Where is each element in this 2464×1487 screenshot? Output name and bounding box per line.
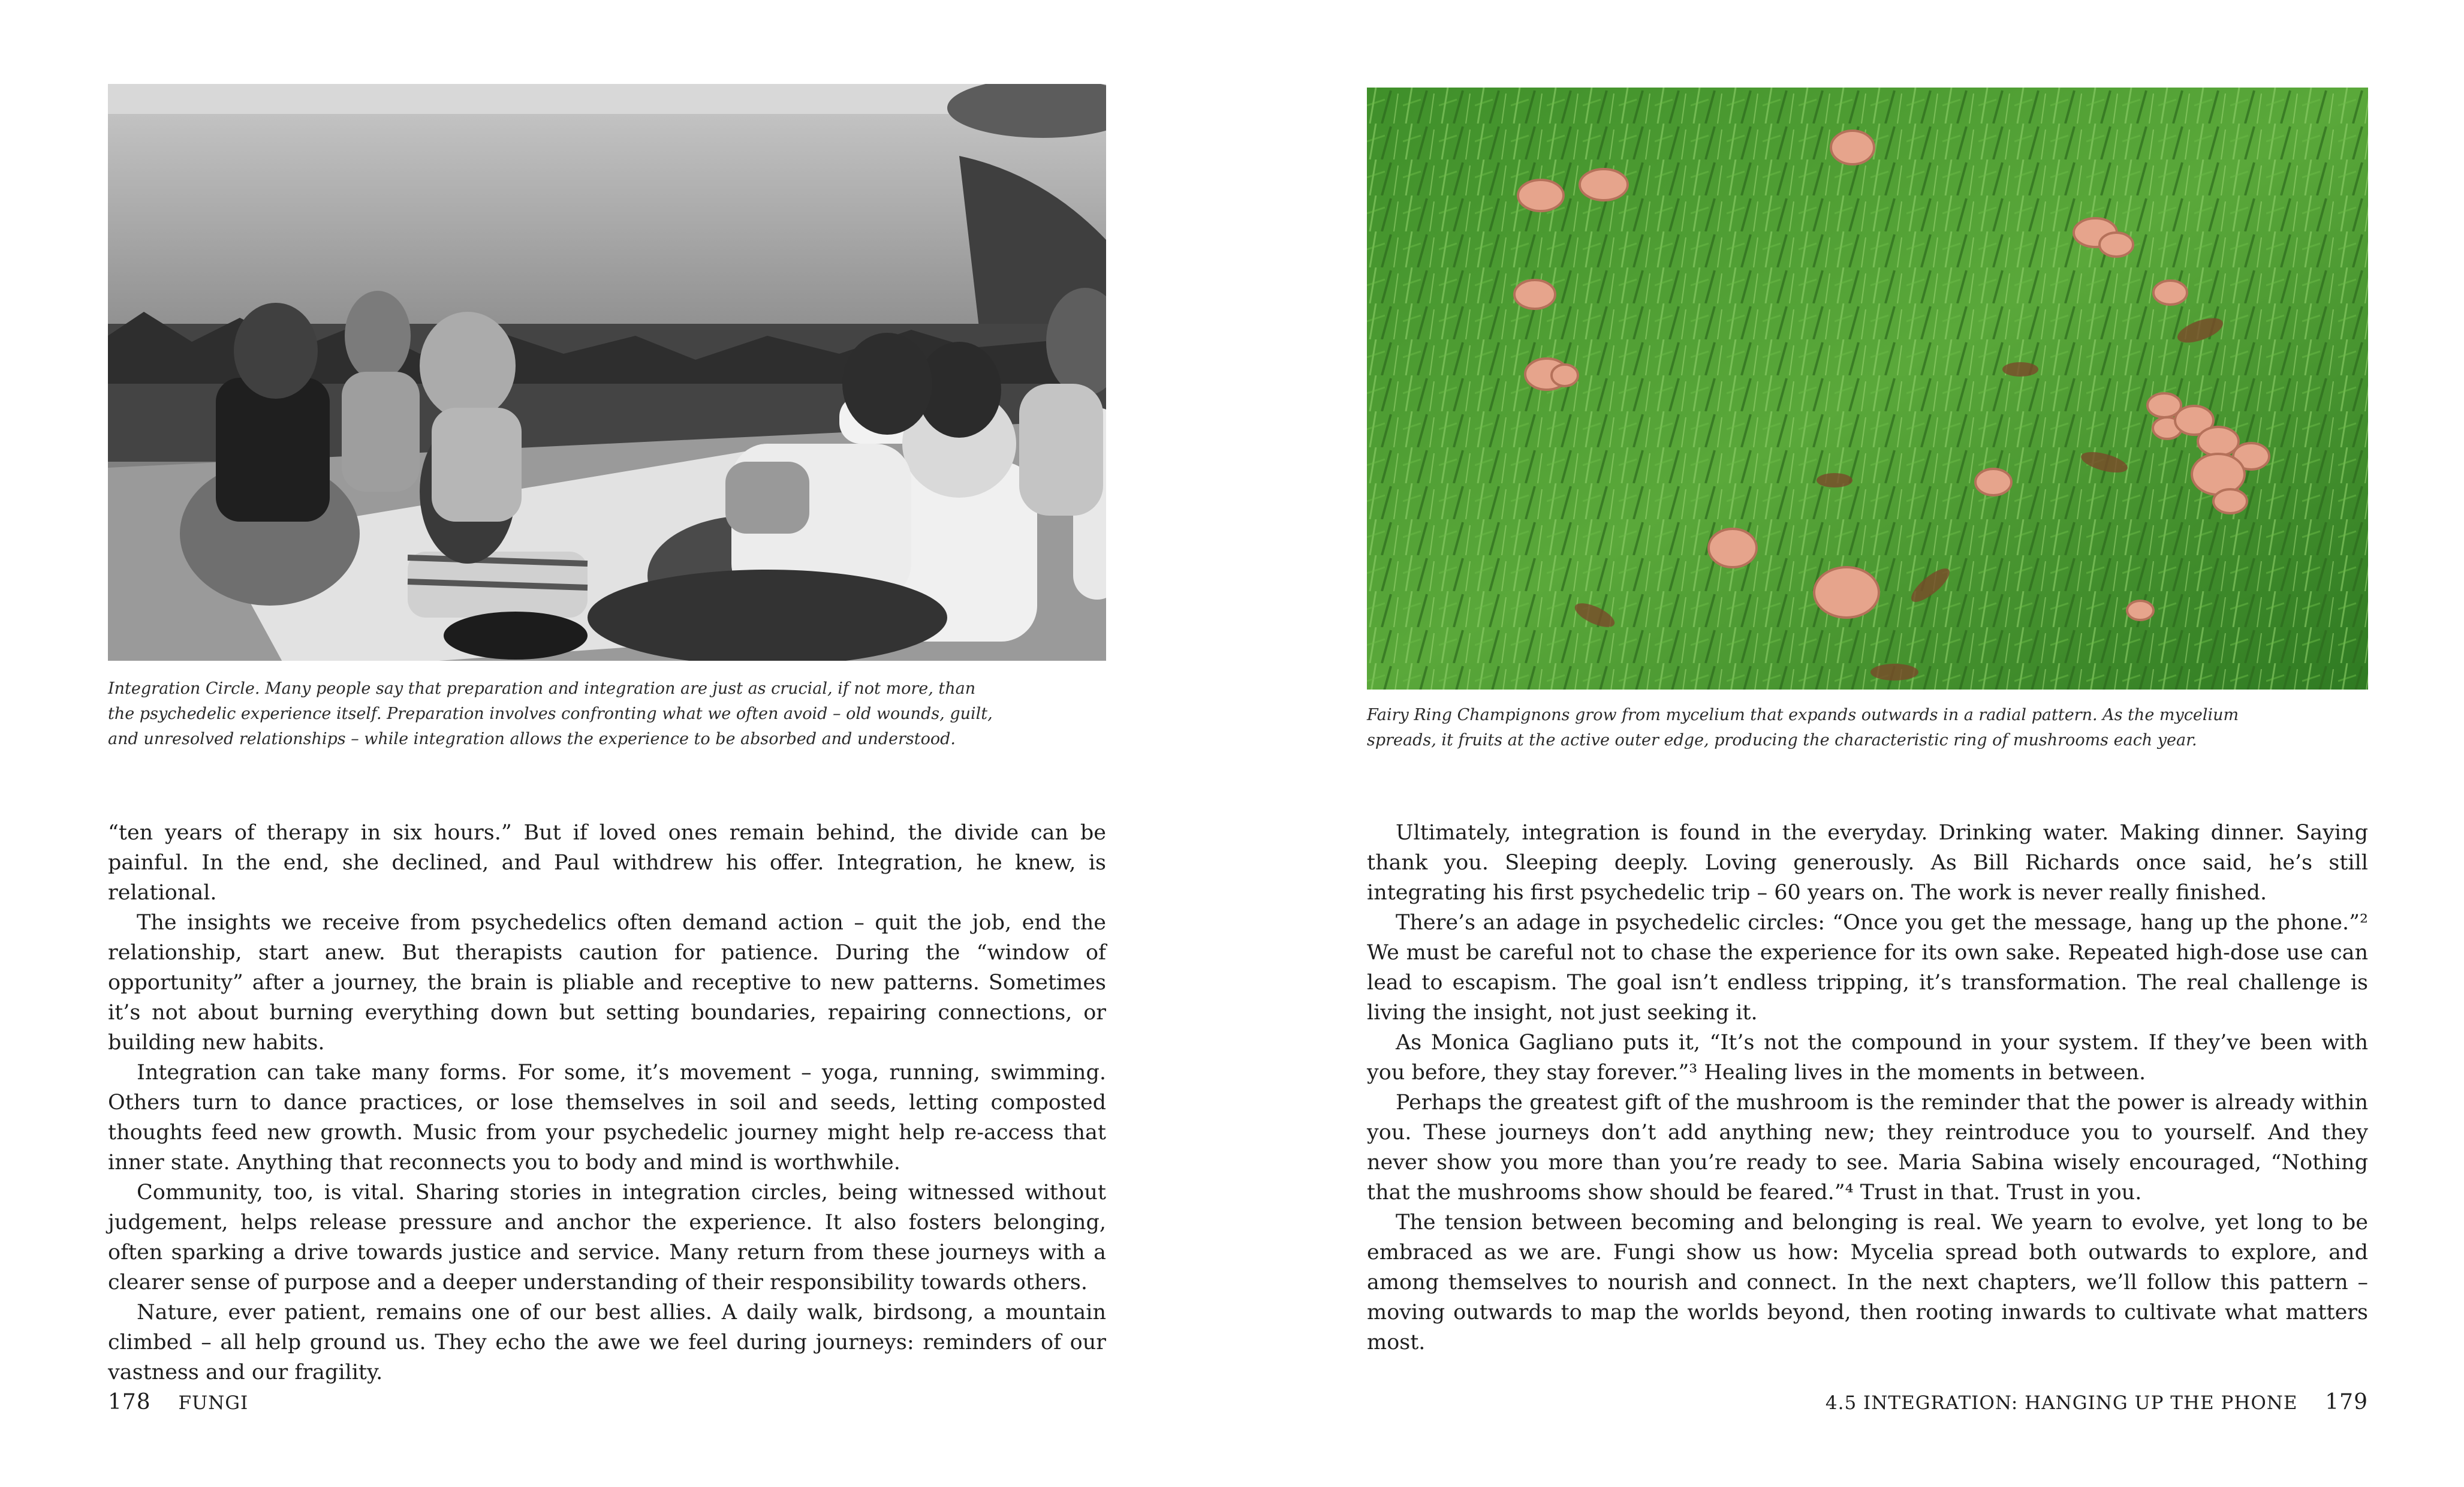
integration-circle-photo xyxy=(108,84,1106,661)
paragraph: The insights we receive from psychedelics often demand action – quit the job, end the relationship, start anew. But therapists caution for patience. During the “window of opportunity” after a journey, the brain is pliable and receptive to new patterns. Sometimes it’s not about burning everything down but setting boundaries, repairing connections, or building new habits. xyxy=(108,911,1106,1055)
caption-line: Fairy Ring Champignons grow from mycelium that expands outwards in a radial pattern. As the mycelium xyxy=(1367,706,2239,724)
fairy-ring-photo xyxy=(1367,88,2368,690)
running-head: FUNGI xyxy=(178,1392,249,1414)
paragraph: “ten years of therapy in six hours.” But if loved ones remain behind, the divide can be painful. In the end, she declined, and Paul withdrew his offer. Integration, he knew, is relational. xyxy=(108,821,1106,905)
left-photo-caption xyxy=(108,676,1127,752)
caption-line: and unresolved relationships – while integration allows the experience to be absorbed and understood. xyxy=(108,730,956,748)
paragraph: Community, too, is vital. Sharing stories in integration circles, being witnessed without judgement, helps release pressure and anchor the experience. It also fosters belonging, often sparking a drive towards justice and service. Many return from these journeys with a clearer sense of purpose and a deeper understanding of their responsibility towards others. xyxy=(108,1181,1106,1295)
paragraph: Perhaps the greatest gift of the mushroom is the reminder that the power is already within you. These journeys don’t add anything new; they reintroduce you to yourself. And they never show you more than you’re ready to see. Maria Sabina wisely encouraged, “Nothing that the mushrooms show should be feared.”⁴ Trust in that. Trust in you. xyxy=(1367,1091,2368,1205)
right-photo-caption xyxy=(1367,703,2386,753)
running-head: 4.5 INTEGRATION: HANGING UP THE PHONE xyxy=(1825,1392,2298,1414)
photo-integration-circle xyxy=(108,84,1106,661)
caption-line: Integration Circle. Many people say that preparation and integration are just as crucial, if not more, than xyxy=(108,679,976,698)
right-body-text xyxy=(1367,818,2368,1357)
paragraph: The tension between becoming and belonging is real. We yearn to evolve, yet long to be embraced as we are. Fungi show us how: Mycelia spread both outwards to explore, and among themselves to nourish and connect. In the next chapters, we’ll follow this pattern – moving outwards to map the worlds beyond, then rooting inwards to cultivate what matters most. xyxy=(1367,1211,2368,1354)
photo-fairy-ring-mushrooms xyxy=(1367,88,2368,690)
page-number: 178 xyxy=(108,1390,151,1414)
paragraph: As Monica Gagliano puts it, “It’s not the compound in your system. If they’ve been with you before, they stay forever.”³ Healing lives in the moments in between. xyxy=(1367,1031,2368,1085)
paragraph: Nature, ever patient, remains one of our best allies. A daily walk, birdsong, a mountain climbed – all help ground us. They echo the awe we feel during journeys: reminders of our vastness and our fragility. xyxy=(108,1301,1106,1384)
left-folio xyxy=(108,1390,248,1414)
page-number: 179 xyxy=(2325,1390,2368,1414)
caption-line: the psychedelic experience itself. Preparation involves confronting what we often avoid – old wounds, guilt, xyxy=(108,705,993,723)
left-body-text xyxy=(108,818,1106,1387)
caption-line: spreads, it fruits at the active outer edge, producing the characteristic ring of mushrooms each year. xyxy=(1367,731,2197,749)
paragraph: Ultimately, integration is found in the everyday. Drinking water. Making dinner. Saying thank you. Sleeping deeply. Loving generously. As Bill Richards once said, he’s still integrating his first psychedelic trip – 60 years on. The work is never really finished. xyxy=(1367,821,2368,905)
paragraph: There’s an adage in psychedelic circles: “Once you get the message, hang up the phone.”² We must be careful not to chase the experience for its own sake. Repeated high-dose use can lead to escapism. The goal isn’t endless tripping, it’s transformation. The real challenge is living the insight, not just seeking it. xyxy=(1367,911,2368,1025)
paragraph: Integration can take many forms. For some, it’s movement – yoga, running, swimming. Others turn to dance practices, or lose themselves in soil and seeds, letting composted thoughts feed new growth. Music from your psychedelic journey might help re-access that inner state. Anything that reconnects you to body and mind is worthwhile. xyxy=(108,1061,1106,1175)
right-page xyxy=(1232,0,2464,1487)
right-folio xyxy=(1826,1390,2368,1414)
